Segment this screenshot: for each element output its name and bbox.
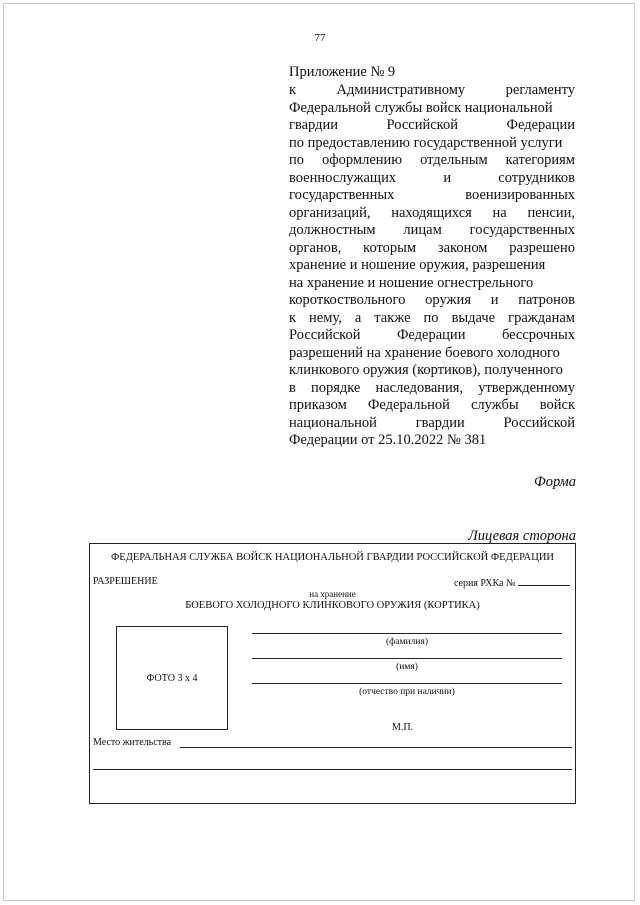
series-label: серия РХКа № [453, 578, 516, 589]
appendix-word: разрешений на хранение боевого холодного [289, 344, 560, 361]
appendix-word: войск [539, 397, 575, 413]
weapon-title: БОЕВОГО ХОЛОДНОГО КЛИНКОВОГО ОРУЖИЯ (КОРТИКА) [185, 600, 480, 611]
appendix-word: оружия [425, 292, 471, 308]
appendix-word: к [289, 309, 297, 326]
appendix-line [289, 327, 575, 345]
appendix-line [289, 170, 575, 188]
appendix-word: службы [470, 397, 519, 413]
appendix-word: национальной [289, 414, 377, 431]
appendix-line [289, 257, 575, 275]
appendix-line [289, 397, 575, 415]
name-caption: (имя) [396, 662, 418, 672]
permit-word: РАЗРЕШЕНИЕ [93, 576, 158, 587]
storage-for: на хранение [309, 589, 356, 599]
appendix-word: клинкового оружия (кортиков), полученного [289, 362, 563, 378]
appendix-line [289, 135, 575, 153]
appendix-word: утвержденному [478, 379, 575, 396]
appendix-word: в [289, 379, 296, 396]
patronymic-line[interactable] [252, 683, 562, 684]
surname-line[interactable] [252, 633, 562, 634]
appendix-word: органов, [289, 239, 342, 256]
appendix-word: которым [363, 239, 417, 256]
appendix-word: патронов [518, 292, 575, 308]
appendix-word: военизированных [465, 187, 575, 203]
appendix-word: Федерации [506, 117, 575, 133]
appendix-word: Российской [503, 414, 575, 431]
appendix-word: приказом [289, 397, 347, 413]
appendix-word: и [443, 169, 452, 186]
appendix-word: регламенту [505, 82, 575, 98]
appendix-word: Федерации [396, 327, 466, 343]
appendix-line [289, 310, 575, 328]
appendix-word: по предоставлению государственной услуги [289, 134, 563, 151]
appendix-word: государственных [289, 187, 395, 203]
appendix-word: сотрудников [498, 169, 575, 186]
appendix-word: бессрочных [501, 327, 575, 343]
appendix-line [289, 415, 575, 433]
appendix-word: и [490, 292, 499, 308]
appendix-word: по [289, 152, 305, 168]
appendix-word: Федеральной службы войск национальной [289, 99, 553, 116]
appendix-word: к [289, 82, 297, 98]
appendix-line [289, 240, 575, 258]
appendix-word: организаций, [289, 204, 371, 221]
org-title: ФЕДЕРАЛЬНАЯ СЛУЖБА ВОЙСК НАЦИОНАЛЬНОЙ ГВАРДИИ РОССИЙСКОЙ ФЕДЕРАЦИИ [110, 552, 554, 563]
appendix-word: лицам [403, 222, 442, 238]
appendix-line [289, 275, 575, 293]
appendix-word: на [492, 204, 507, 221]
appendix-line [289, 362, 575, 380]
appendix-word: Федеральной [367, 397, 450, 413]
appendix-word: гвардии [289, 117, 338, 133]
appendix-line [289, 345, 575, 363]
page-number: 77 [314, 32, 326, 44]
appendix-line [289, 100, 575, 118]
appendix-word: должностным [289, 222, 376, 238]
name-line[interactable] [252, 658, 562, 659]
appendix-line [289, 117, 575, 135]
appendix-line [289, 205, 575, 223]
appendix-word: Федерации от 25.10.2022 № 381 [289, 432, 487, 448]
appendix-word: оформлению [321, 152, 403, 168]
appendix-word: государственных [469, 222, 575, 238]
appendix-line [289, 380, 575, 398]
appendix-word: гражданам [508, 309, 575, 326]
appendix-word: Административному [336, 82, 466, 98]
appendix-word: пенсии, [527, 204, 575, 221]
appendix-word: а [354, 309, 362, 326]
appendix-word: короткоствольного [289, 292, 406, 308]
appendix-word: Российской [289, 327, 361, 343]
appendix-word: находящихся [391, 204, 472, 221]
stamp-label: М.П. [392, 722, 414, 733]
side-label: Лицевая сторона [467, 528, 576, 544]
photo-box [116, 626, 228, 730]
appendix-line [289, 82, 575, 100]
appendix-word: военнослужащих [289, 169, 397, 186]
appendix-word: хранение и ношение оружия, разрешения [289, 257, 546, 273]
appendix-line [289, 432, 575, 450]
series-number-line[interactable] [518, 576, 570, 586]
patronymic-caption: (отчество при наличии) [359, 687, 455, 697]
residence-label: Место жительства [93, 737, 172, 748]
appendix-word: гвардии [415, 414, 465, 431]
permit-form [89, 543, 576, 804]
appendix-word: разрешено [509, 239, 575, 256]
photo-label: ФОТО 3 х 4 [146, 672, 198, 684]
appendix-word: также [374, 309, 411, 326]
appendix-line [289, 187, 575, 205]
residence-line[interactable] [180, 747, 572, 748]
surname-caption: (фамилия) [386, 637, 428, 647]
appendix-word: выдаче [451, 309, 496, 326]
form-label: Форма [534, 474, 576, 490]
appendix-word: нему, [309, 309, 342, 326]
appendix-title: Приложение № 9 [289, 64, 396, 80]
appendix-word: категориям [505, 152, 575, 168]
appendix-word: на хранение и ношение огнестрельного [289, 274, 534, 291]
appendix-word: отдельным [420, 152, 488, 168]
series-field[interactable] [454, 576, 570, 589]
appendix-body [289, 82, 575, 450]
appendix-word: законом [437, 239, 488, 256]
appendix-line [289, 292, 575, 310]
appendix-line [289, 222, 575, 240]
residence-line-2[interactable] [93, 769, 572, 770]
appendix-word: по [423, 309, 439, 326]
appendix-word: наследования, [375, 379, 464, 396]
appendix-line [289, 152, 575, 170]
appendix-word: Российской [386, 117, 458, 133]
appendix-word: порядке [310, 379, 361, 396]
